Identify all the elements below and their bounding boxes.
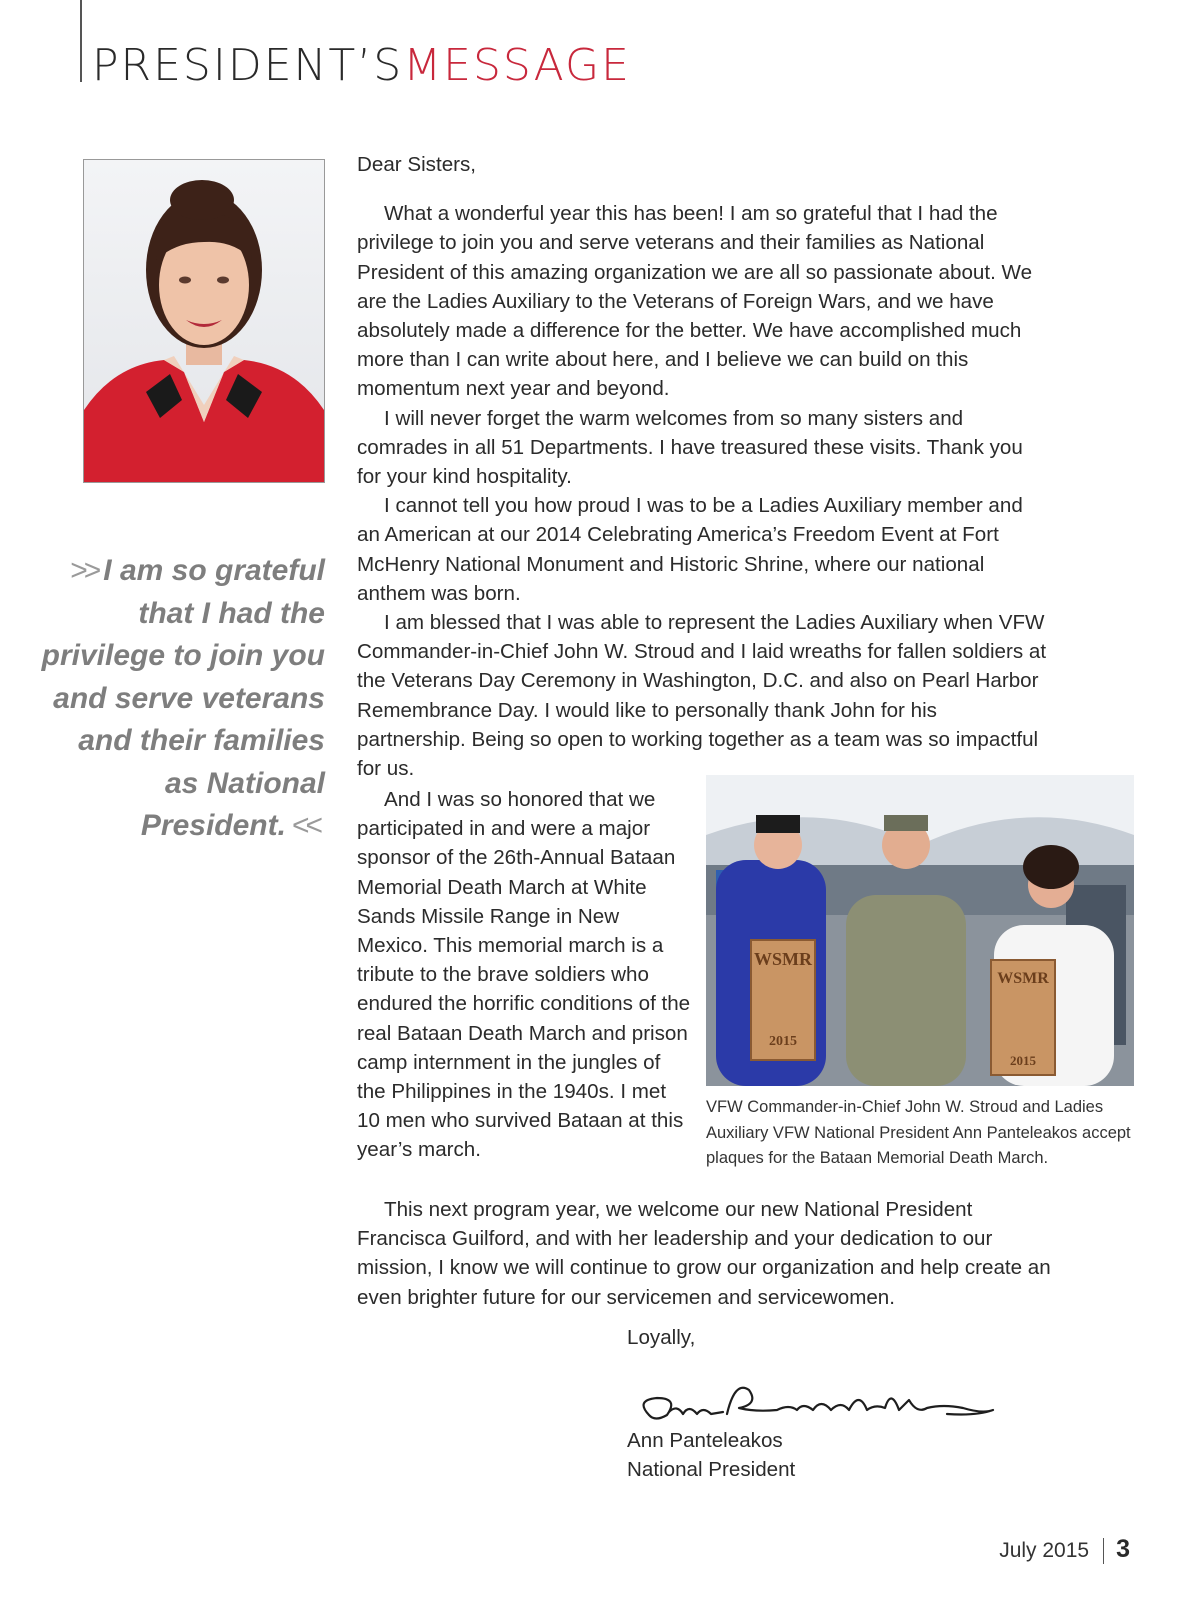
plaque-right-year: 2015	[1010, 1053, 1036, 1068]
footer-divider	[1103, 1538, 1104, 1564]
pull-quote	[40, 550, 325, 848]
letter-paragraph-3: I cannot tell you how proud I was to be a Ladies Auxiliary member and an American at our 2014 Celebrating America’s Freedom Event at Fort McHenry National Monument and Historic Shrine, where our national anthem was born.	[357, 494, 1023, 605]
letter-paragraph-2: I will never forget the warm welcomes from so many sisters and comrades in all 51 Departments. I have treasured these visits. Thank you for your kind hospitality.	[357, 406, 1023, 489]
signer-block	[627, 1426, 795, 1484]
letter-body-bottom	[357, 1195, 1057, 1312]
pull-quote-open-mark: >>	[70, 554, 98, 587]
plaque-left-year: 2015	[769, 1034, 797, 1049]
page-number: 3	[1116, 1535, 1130, 1563]
signer-name: Ann Panteleakos	[627, 1429, 783, 1452]
header-rule	[80, 0, 82, 82]
page-title	[92, 40, 631, 91]
letter-paragraph-6: This next program year, we welcome our new National President Francisca Guilford, and with her leadership and your dedication to our mission, I know we will continue to grow our organization and help create an even brighter future for our servicemen and servicewomen.	[357, 1198, 1051, 1309]
pull-quote-close-mark: <<	[291, 809, 319, 842]
letter-greeting: Dear Sisters,	[357, 153, 477, 176]
page-title-part1: PRESIDENT’S	[92, 40, 404, 91]
president-portrait	[83, 159, 325, 483]
letter-body-top	[357, 150, 1047, 783]
photo-caption: VFW Commander-in-Chief John W. Stroud and Ladies Auxiliary VFW National President Ann Panteleakos accept plaques for the Bataan Memorial Death March.	[706, 1098, 1131, 1167]
footer-issue: July 2015	[999, 1539, 1090, 1562]
signer-title: National President	[627, 1458, 796, 1482]
letter-paragraph-5: And I was so honored that we participated in and were a major sponsor of the 26th-Annual Bataan Memorial Death March at White Sands Missile Range in New Mexico. This memorial march is a tribute to the brave soldiers who endured the horrific conditions of the real Bataan Death March and prison camp internment in the jungles of the Philippines in the 1940s. I met 10 men who survived Bataan at this year’s march.	[357, 788, 691, 1162]
page-footer	[999, 1535, 1130, 1564]
page-title-part2: MESSAGE	[403, 40, 631, 91]
signature	[627, 1370, 1007, 1430]
letter-paragraph-1: What a wonderful year this has been! I am so grateful that I had the privilege to join you and serve veterans and their families as National President of this amazing organization we are all so passionate about. We are the Ladies Auxiliary to the Veterans of Foreign Wars, and we have absolutely made a difference for the better. We have accomplished much more than I can write about here, and I believe we can build on this momentum next year and beyond.	[357, 202, 1033, 401]
pull-quote-text: I am so grateful that I had the privilege to join you and serve veterans and their families as National President.	[41, 554, 325, 842]
plaque-left-label: WSMR	[754, 949, 812, 969]
letter-closing: Loyally,	[627, 1326, 696, 1349]
letter-paragraph-4: I am blessed that I was able to represent the Ladies Auxiliary when VFW Commander-in-Chief John W. Stroud and I laid wreaths for fallen soldiers at the Veterans Day Ceremony in Washington, D.C. and also on Pearl Harbor Remembrance Day. I would like to personally thank John for his partnership. Being so open to working together as a team was so impactful for us.	[357, 611, 1047, 781]
plaque-right-label: WSMR	[997, 970, 1049, 987]
letter-body-column	[357, 785, 692, 1165]
event-photo	[706, 775, 1134, 1086]
